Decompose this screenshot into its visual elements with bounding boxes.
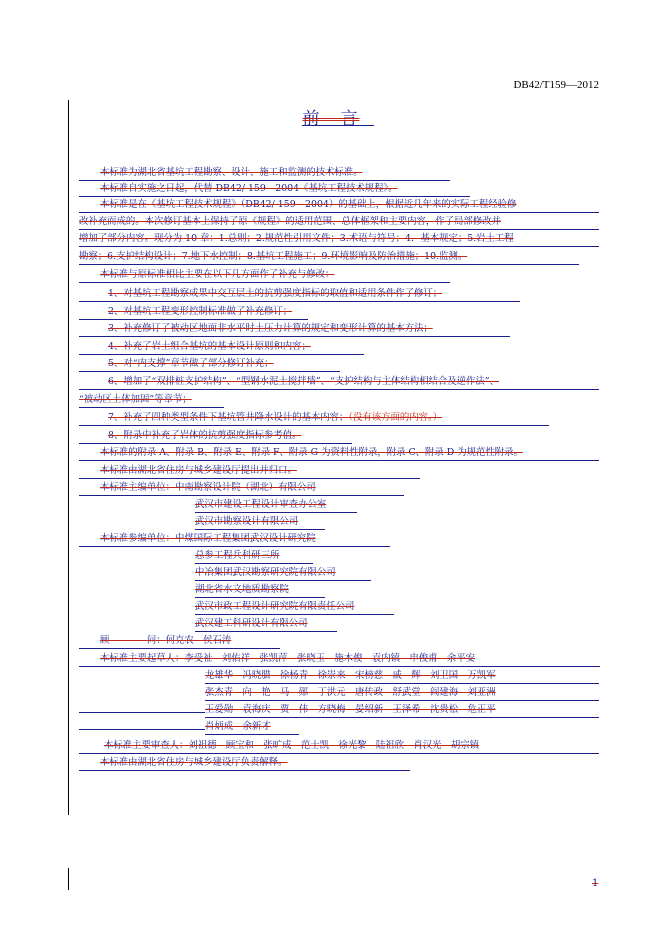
drafters-line-2: 龙雄华 冯晓腊 徐杨青 徐崇来 宋榜慈 戚 辉 刘卫国 万凯军 xyxy=(205,669,599,684)
participating-unit-4: 湖北省水文地质勘察院 xyxy=(195,583,325,598)
change-item-7 xyxy=(79,411,549,426)
change-item-3: 3、补充修订了被动区地面非水平时土压力计算的规定和变形计算的基本方法； xyxy=(79,322,510,337)
standard-code: DB42/T159—2012 xyxy=(513,79,599,91)
change-item-6a: 6、增加了“双排桩支护结构”、“型钢水泥土搅拌墙”、“支护结构与主体结构相结合及逆作法”、 xyxy=(79,375,599,390)
paragraph-changes-intro: 本标准与原标准相比主要在以下几方面作了补充与修改： xyxy=(79,268,450,283)
chief-editor-row xyxy=(79,481,404,496)
change-item-4: 4、补充了岩土组合基坑的基本设计原则和内容； xyxy=(79,340,364,355)
paragraph-responsible: 本标准由湖北省住房与城乡建设厅提出并归口。 xyxy=(79,464,420,479)
change-item-8: 8、附录中补充了岩体的抗剪强度指标参考值。 xyxy=(79,429,352,444)
chief-editor-unit-3: 武汉市勘察设计有限公司 xyxy=(195,515,325,530)
drafters-line-1: 李受祉 刘佑祥 张凯萍 张晓玉 施木俊 袁内镇 申俊甫 余平安 xyxy=(184,653,476,664)
paragraph-basis-3: 增加了部分内容。现分为 10 章：1.总则；2.规范性引用文件；3.术语与符号；4．基本规定；5.岩土工程 xyxy=(79,232,599,247)
advisors-names: 何克农 侯石涛 xyxy=(165,635,232,646)
change-item-5: 5、对“内支撑”章节做了部分修订补充； xyxy=(79,357,340,372)
change-item-7-text: 7、补充了四种类型条件下基坑管井降水设计的基本内容； xyxy=(108,412,349,423)
participating-unit-6: 武汉建工科研设计有限公司 xyxy=(195,617,337,632)
paragraph-basis-2: 改补充而成的。本次修订基本上保持了原《规程》的适用范围、总体框架和主要内容，作了局部修改并 xyxy=(79,215,599,230)
paragraph-interpretation: 本标准由湖北省住房与城乡建设厅负责解释。 xyxy=(79,756,410,771)
advisors-label: 顾 问： xyxy=(100,635,166,646)
drafters-line-5: 肖炳成 余新才 xyxy=(205,720,299,735)
reviewers-row xyxy=(79,739,599,754)
change-item-6b: “被动区土体加固”等章节； xyxy=(79,393,224,408)
drafters-label: 本标准主要起草人： xyxy=(100,653,185,664)
drafters-line-3: 张杰青 向 艳 马 郧 丁洪元 唐传政 舒武堂 阎建海 刘亚洲 xyxy=(205,686,599,701)
margin-bar-bottom xyxy=(68,868,69,890)
participating-unit-row xyxy=(79,532,390,547)
paragraph-appendix: 本标准的附录 A、附录 B、附录 E、附录 F、附录 G 为资料性附录，附录 C、附录 D 为规范性附录。 xyxy=(79,446,599,461)
participating-unit-1: 中煤国际工程集团武汉设计研究院 xyxy=(175,533,316,544)
participating-unit-2: 总参工程兵科研三所 xyxy=(195,549,313,564)
paragraph-basis-1: 本标准是在《基坑工程技术规程》（DB42/ 159—2004）的基础上，根据近几年来的实际工程经验修 xyxy=(79,198,599,213)
paragraph-scope: 本标准为湖北省基坑工程勘察、设计、施工和监测的技术标准。 xyxy=(79,166,450,181)
page-title: 前 言 xyxy=(302,109,360,129)
title-underline xyxy=(302,125,374,126)
reviewers-names: 刘祖德 顾宝和 张旷成 范士凯 徐光黎 陆祖欣 肖汉光 胡宗镇 xyxy=(188,740,480,751)
margin-bar-top xyxy=(68,100,69,815)
chief-editor-unit-1: 中南勘察设计院（湖北）有限公司 xyxy=(175,482,316,493)
chief-editor-unit-2: 武汉市建设工程设计审查办公室 xyxy=(195,498,357,513)
paragraph-replace: 本标准自实施之日起，代替 DB42/ 159—2004《基坑工程技术规程》。 xyxy=(79,182,470,197)
drafters-line-5-lead-rule xyxy=(79,729,205,730)
chief-editor-label: 本标准主编单位： xyxy=(100,482,176,493)
page-number: 1 xyxy=(592,878,599,889)
reviewers-label: 本标准主要审查人： xyxy=(104,740,189,751)
drafters-row xyxy=(79,652,600,667)
participating-unit-3: 中冶集团武汉勘察研究院有限公司 xyxy=(195,566,371,581)
change-item-1: 1、对基坑工程勘察成果中交互层土的抗剪强度指标的取值和适用条件作了修订； xyxy=(79,287,520,302)
participating-unit-5: 武汉市政工程设计研究院有限责任公司 xyxy=(195,600,394,615)
change-item-7-comment: （没有该方面的内容。） xyxy=(348,412,443,423)
drafters-line-4: 王爱勋 袁海庆 贾 伟 方晓梅 晏绍新 王泽希 沈贵松 危正平 xyxy=(205,703,599,718)
participating-unit-label: 本标准参编单位： xyxy=(100,533,176,544)
paragraph-basis-4: 勘察；6.支护结构设计；7.地下水控制；8.基坑工程施工；9.环境影响及防治措施；10.监测。 xyxy=(79,250,579,265)
drafters-line-4-lead-rule xyxy=(79,712,205,713)
change-item-2: 2、对基坑工程变形控制标准做了补充修订； xyxy=(79,305,308,320)
advisors-row xyxy=(79,634,280,649)
